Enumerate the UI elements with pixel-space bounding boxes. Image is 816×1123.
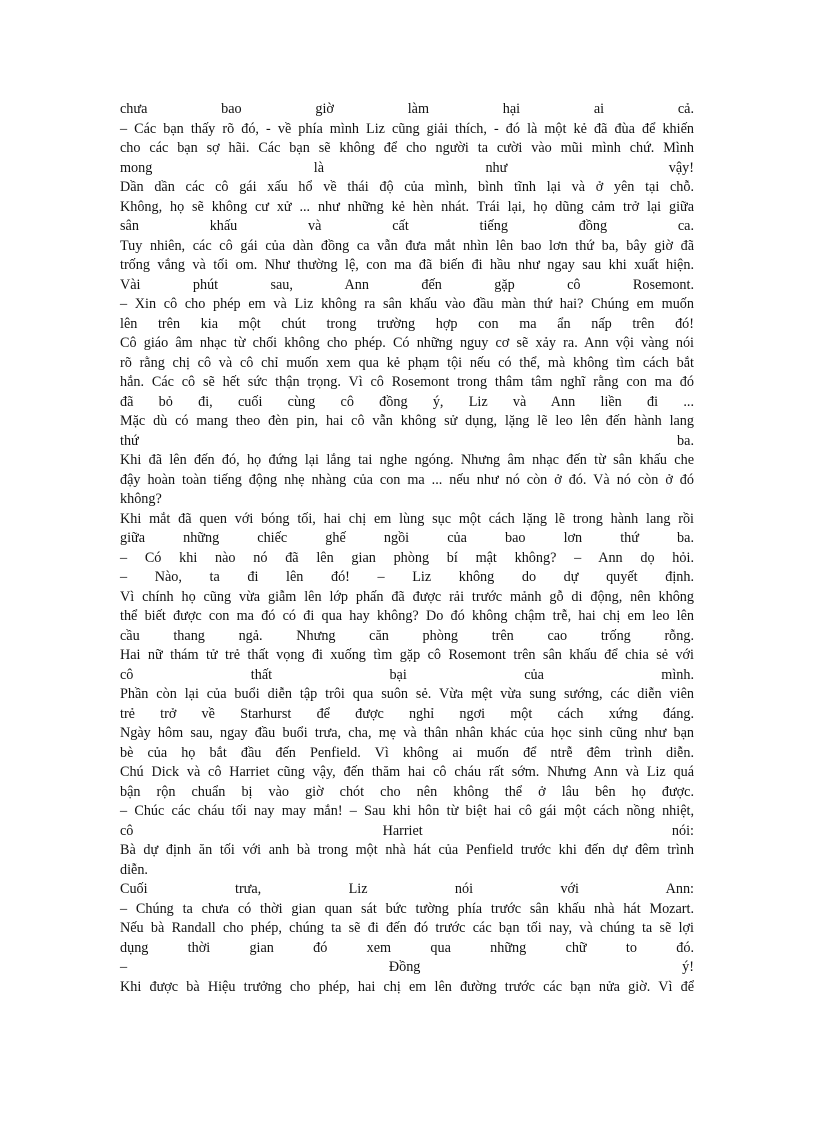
text-line: Tuy nhiên, các cô gái của dàn đồng ca vẫn đưa mắt nhìn lên bao lơn thứ ba, bây giờ đã (120, 237, 694, 254)
text-line: Khi mắt đã quen với bóng tối, hai chị em lùng sục một cách lặng lẽ trong hành lang rồi (120, 510, 694, 527)
text-line: lên trên kia một chút trong trường hợp con ma ẩn nấp trên đó! (120, 315, 694, 332)
text-line: cô Harriet nói: (120, 822, 694, 839)
text-line: hắn. Các cô sẽ hết sức thận trọng. Vì cô Rosemont trong thâm tâm nghĩ rằng con ma đó (120, 374, 694, 390)
text-line: – Chúng ta chưa có thời gian quan sát bức tường phía trước sân khấu nhà hát Mozart. (120, 900, 694, 917)
text-line: thứ ba. (120, 432, 694, 449)
text-line: giữa những chiếc ghế ngồi của bao lơn thứ ba. (120, 530, 694, 546)
text-line: chưa bao giờ làm hại ai cả. (120, 101, 694, 117)
text-line: bận rộn chuẩn bị vào giờ chót cho nên không thể ở lâu bên họ được. (120, 783, 694, 800)
text-line: rõ rằng chị cô và cô chỉ muốn xem qua kẻ phạm tội nếu có thể, mà không tìm cách bắt (120, 354, 694, 371)
text-line: cầu thang ngả. Nhưng căn phòng trên cao trống rỗng. (120, 627, 694, 644)
text-line: Mặc dù có mang theo đèn pin, hai cô vẫn không sử dụng, lặng lẽ leo lên đến hành lang (120, 413, 694, 429)
text-line: Phần còn lại của buổi diễn tập trôi qua suôn sẻ. Vừa mệt vừa sung sướng, các diễn viên (120, 686, 694, 702)
text-line: – Có khi nào nó đã lên gian phòng bí mật không? – Ann dọ hỏi. (120, 549, 694, 566)
text-line: Ngày hôm sau, ngay đầu buổi trưa, cha, mẹ và thân nhân khác của học sinh cũng như bạn (120, 725, 694, 741)
text-line: Chú Dick và cô Harriet cũng vậy, đến thăm hai cô cháu rất sớm. Nhưng Ann và Liz quá (120, 764, 694, 780)
text-line: dụng thời gian đó xem qua những chữ to đó. (120, 939, 694, 956)
text-line: bè của họ bắt đầu đến Penfield. Vì không ai muốn để ntrễ đêm trình diễn. (120, 744, 694, 761)
text-line: trống vắng và tối om. Như thường lệ, con ma đã biến đi hầu như ngay sau khi xuất hiện. (120, 257, 694, 273)
text-line: cho các bạn sợ hãi. Các bạn sẽ không để cho người ta cười vào mũi mình chứ. Mình (120, 140, 694, 156)
text-line: Hai nữ thám tử trẻ thất vọng đi xuống tìm gặp cô Rosemont trên sân khấu để chia sẻ với (120, 647, 694, 663)
text-line: Khi được bà Hiệu trưởng cho phép, hai chị em lên đường trước các bạn nửa giờ. Vì để (120, 978, 694, 995)
text-line: – Đồng ý! (120, 959, 694, 975)
text-line: trẻ trở về Starhurst để được nghỉ ngơi một cách xứng đáng. (120, 705, 694, 722)
text-line: đậy hoàn toàn tiếng động nhẹ nhàng của con ma ... nếu như nó còn ở đó. Và nó còn ở đó (120, 471, 694, 488)
text-line: Cô giáo âm nhạc từ chối không cho phép. Có những nguy cơ sẽ xảy ra. Ann vội vàng nói (120, 335, 694, 351)
text-line: – Chúc các cháu tối nay may mắn! – Sau khi hôn từ biệt hai cô gái một cách nồng nhiệt, (120, 803, 694, 819)
text-line: sân khấu và cất tiếng đồng ca. (120, 218, 694, 234)
text-line: Dần dần các cô gái xấu hổ về thái độ của mình, bình tĩnh lại và ở yên tại chỗ. (120, 179, 694, 195)
text-line: Nếu bà Randall cho phép, chúng ta sẽ đi đến đó trước các bạn tối nay, và chúng ta sẽ lợi (120, 920, 694, 936)
text-line: Khi đã lên đến đó, họ đứng lại lắng tai nghe ngóng. Nhưng âm nhạc đến từ sân khấu che (120, 452, 694, 468)
text-line: Vì chính họ cũng vừa giẫm lên lớp phấn đã được rải trước mảnh gỗ di động, nên không (120, 588, 694, 605)
text-line: – Nào, ta đi lên đó! – Liz không do dự quyết định. (120, 569, 694, 585)
text-line: đã bỏ đi, cuối cùng cô đồng ý, Liz và Ann liền đi ... (120, 393, 694, 410)
text-line: Cuối trưa, Liz nói với Ann: (120, 881, 694, 897)
text-line: Vài phút sau, Ann đến gặp cô Rosemont. (120, 276, 694, 293)
text-line: thể biết được con ma đó có đi qua hay không? Do đó không chậm trễ, hai chị em leo lên (120, 608, 694, 624)
text-line: diễn. (120, 861, 148, 878)
text-line: mong là như vậy! (120, 159, 694, 176)
text-line: không? (120, 491, 162, 507)
text-line: – Các bạn thấy rõ đó, - về phía mình Liz cũng giải thích, - đó là một kẻ đã đùa để khiến (120, 120, 694, 137)
text-line: Không, họ sẽ không cư xử ... như những kẻ hèn nhát. Trái lại, họ dũng cảm trở lại giữa (120, 198, 694, 215)
text-line: cô thất bại của mình. (120, 666, 694, 683)
text-line: Bà dự định ăn tối với anh bà trong một nhà hát của Penfield trước khi đến dự đêm trình (120, 842, 694, 858)
document-page (120, 100, 694, 997)
text-line: – Xin cô cho phép em và Liz không ra sân khấu vào đầu màn thứ hai? Chúng em muốn (120, 296, 694, 312)
